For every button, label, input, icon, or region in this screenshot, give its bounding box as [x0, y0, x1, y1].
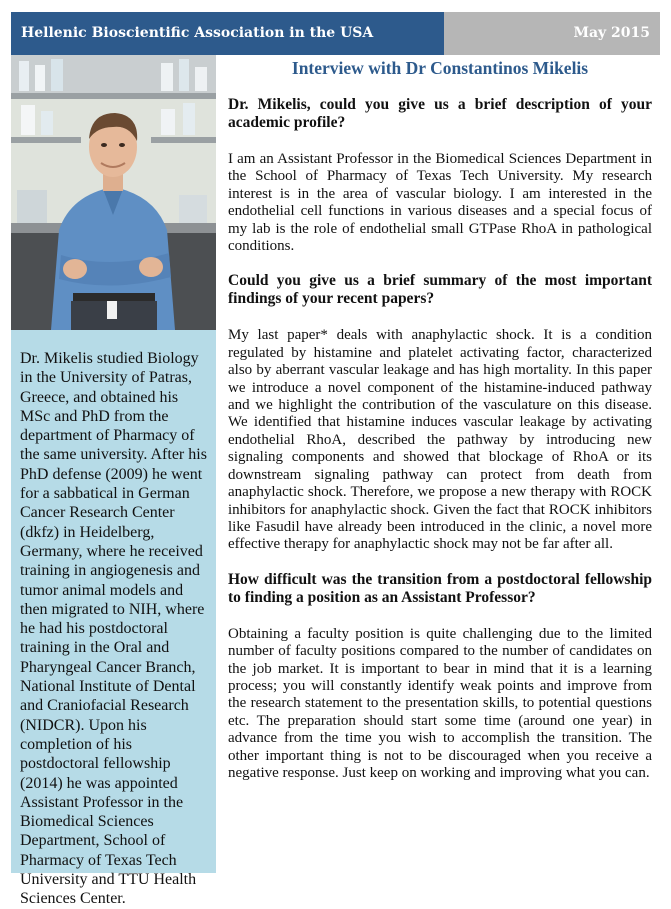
header-title-bar: [11, 12, 444, 55]
question-2: Could you give us a brief summary of the most important findings of your recent papers?: [228, 272, 652, 308]
interview-article: [228, 58, 652, 782]
header-date-bar: [444, 12, 660, 55]
newsletter-header: [11, 12, 660, 55]
question-1: Dr. Mikelis, could you give us a brief description of your academic profile?: [228, 96, 652, 131]
answer-2: My last paper* deals with anaphylactic shock. It is a condition regulated by histamine and platelet activating factor, characterized also by aberrant vascular leakage and has high mortality. In this paper we introduce a novel component of the histamine-induced pathway and we highlight the contribution of the vasculature on this disease. We identified that histamine induces vascular leakage by activating endothelial RhoA, described the pathway by introducing new signaling components and showed that blockage of RhoA or its downstream signaling pathway can protect from death from anaphylactic shock. Therefore, we propose a new therapy with ROCK inhibitors for anaphylactic shock. Given the fact that ROCK inhibitors like Fasudil have already been introduced in the clinic, a novel more effective therapy for anaphylactic shock may not be far after all.: [228, 327, 652, 553]
portrait-photo: [11, 55, 216, 330]
answer-3: Obtaining a faculty position is quite challenging due to the limited number of faculty positions compared to the number of candidates on the job market. It is important to bear in mind that it is a learning process; you will constantly identify weak points and improve from the research statement to the presentation skills, to potential questions etc. The preparation should start some time (around one year) in advance from the time you wish to accomplish the transition. The other important thing is not to be discouraged when you receive a negative response. Just keep on working and improving what you can.: [228, 625, 652, 781]
newsletter-title: Hellenic Bioscientific Association in the USA: [21, 25, 374, 41]
question-3: How difficult was the transition from a postdoctoral fellowship to finding a position as an Assistant Professor?: [228, 570, 652, 606]
bio-sidebar: [11, 330, 216, 908]
issue-date: May 2015: [573, 25, 650, 41]
bio-text: Dr. Mikelis studied Biology in the University of Patras, Greece, and obtained his MSc and PhD from the department of Pharmacy of the same university. After his PhD defense (2009) he went for a sabbatical in German Cancer Research Center (dkfz) in Heidelberg, Germany, where he received training in angiogenesis and tumor animal models and then migrated to NIH, where he had his postdoctoral training in the Oral and Pharyngeal Cancer Branch, National Institute of Dental and Craniofacial Research (NIDCR). Upon his completion of his postdoctoral fellowship (2014) he was appointed Assistant Professor in the Biomedical Sciences Department, School of Pharmacy of Texas Tech University and TTU Health Sciences Center.: [20, 350, 207, 908]
article-title: Interview with Dr Constantinos Mikelis: [291, 58, 589, 78]
answer-1: I am an Assistant Professor in the Biomedical Sciences Department in the School of Pharmacy of Texas Tech University. My research interest is in the area of vascular biology. I am interested in the endothelial cell functions in various diseases and a special focus of my lab is the role of endothelial small GTPase RhoA in pathological conditions.: [228, 151, 652, 255]
